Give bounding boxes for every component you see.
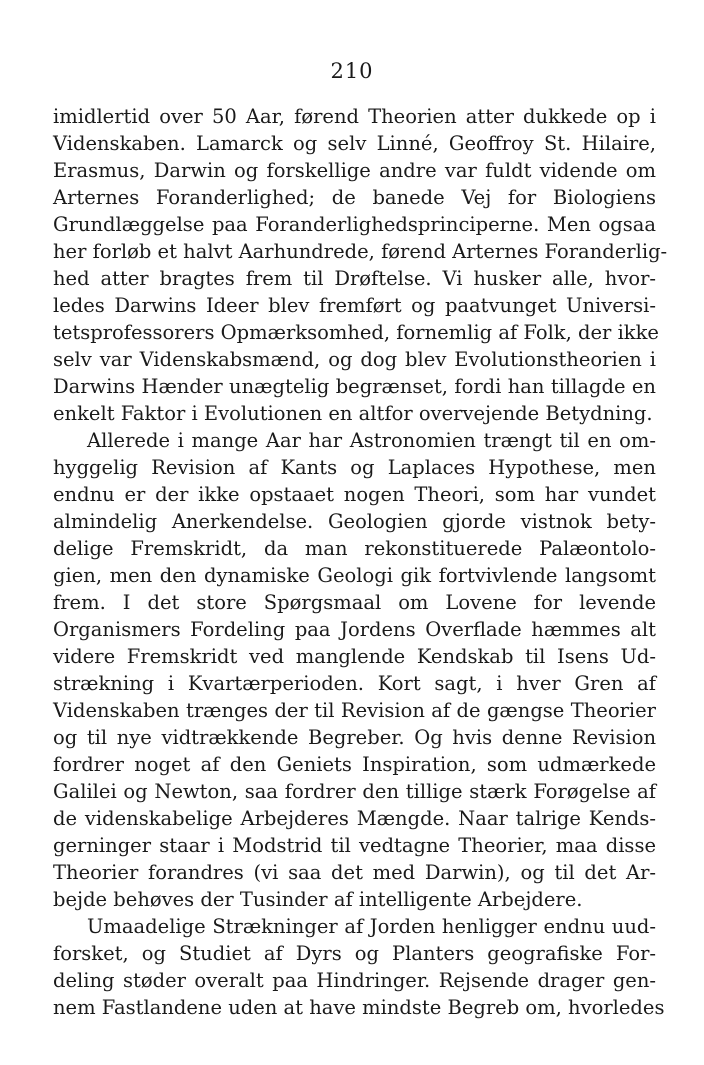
text-line: hed atter bragtes frem til Drøftelse. Vi husker alle, hvor-	[53, 267, 656, 290]
text-line: Darwins Hænder unægtelig begrænset, fordi han tillagde en	[53, 375, 656, 398]
text-line: nem Fastlandene uden at have mindste Begreb om, hvorledes	[53, 996, 665, 1019]
page-number: 210	[330, 59, 374, 83]
text-line: gien, men den dynamiske Geologi gik fortvivlende langsomt	[53, 564, 656, 587]
text-line: imidlertid over 50 Aar, førend Theorien atter dukkede op i	[53, 105, 656, 128]
text-line: Erasmus, Darwin og forskellige andre var fuldt vidende om	[53, 159, 656, 182]
text-line: Videnskaben trænges der til Revision af de gængse Theorier	[53, 699, 656, 722]
text-line: Allerede i mange Aar har Astronomien trængt til en om-	[87, 429, 656, 452]
text-line: forsket, og Studiet af Dyrs og Planters geografiske For-	[53, 942, 656, 965]
text-line: ledes Darwins Ideer blev fremført og paatvunget Universi-	[53, 294, 656, 317]
text-line: bejde behøves der Tusinder af intelligente Arbejdere.	[53, 888, 583, 911]
text-line: Theorier forandres (vi saa det med Darwin), og til det Ar-	[53, 861, 656, 884]
text-line: og til nye vidtrækkende Begreber. Og hvis denne Revision	[53, 726, 656, 749]
paragraph	[53, 427, 656, 913]
text-line: hyggelig Revision af Kants og Laplaces Hypothese, men	[53, 456, 656, 479]
text-line: delige Fremskridt, da man rekonstituerede Palæontolo-	[53, 537, 656, 560]
text-line: frem. I det store Spørgsmaal om Lovene for levende	[53, 591, 656, 614]
text-line: gerninger staar i Modstrid til vedtagne Theorier, maa disse	[53, 834, 656, 857]
text-line: Grundlæggelse paa Foranderlighedsprinciperne. Men ogsaa	[53, 213, 656, 236]
paragraph	[53, 913, 665, 1021]
text-line: deling støder overalt paa Hindringer. Rejsende drager gen-	[53, 969, 656, 992]
text-line: enkelt Faktor i Evolutionen en altfor overvejende Betydning.	[53, 402, 653, 425]
text-line: Videnskaben. Lamarck og selv Linné, Geoffroy St. Hilaire,	[53, 132, 656, 155]
text-line: endnu er der ikke opstaaet nogen Theori, som har vundet	[53, 483, 656, 506]
text-line: Organismers Fordeling paa Jordens Overflade hæmmes alt	[53, 618, 656, 641]
text-line: tetsprofessorers Opmærksomhed, fornemlig af Folk, der ikke	[53, 321, 659, 344]
text-line: her forløb et halvt Aarhundrede, førend Arternes Foranderlig-	[53, 240, 668, 263]
text-line: strækning i Kvartærperioden. Kort sagt, i hver Gren af	[53, 672, 656, 695]
text-line: fordrer noget af den Geniets Inspiration, som udmærkede	[53, 753, 656, 776]
text-line: Galilei og Newton, saa fordrer den tillige stærk Forøgelse af	[53, 780, 656, 803]
text-line: de videnskabelige Arbejderes Mængde. Naar talrige Kends-	[53, 807, 656, 830]
body-text	[53, 103, 668, 1021]
text-line: selv var Videnskabsmænd, og dog blev Evolutionstheorien i	[53, 348, 656, 371]
text-line: Umaadelige Strækninger af Jorden henligger endnu uud-	[87, 915, 656, 938]
text-line: almindelig Anerkendelse. Geologien gjorde vistnok bety-	[53, 510, 656, 533]
paragraph	[53, 103, 668, 427]
text-line: Arternes Foranderlighed; de banede Vej for Biologiens	[53, 186, 656, 209]
text-line: videre Fremskridt ved manglende Kendskab til Isens Ud-	[53, 645, 656, 668]
